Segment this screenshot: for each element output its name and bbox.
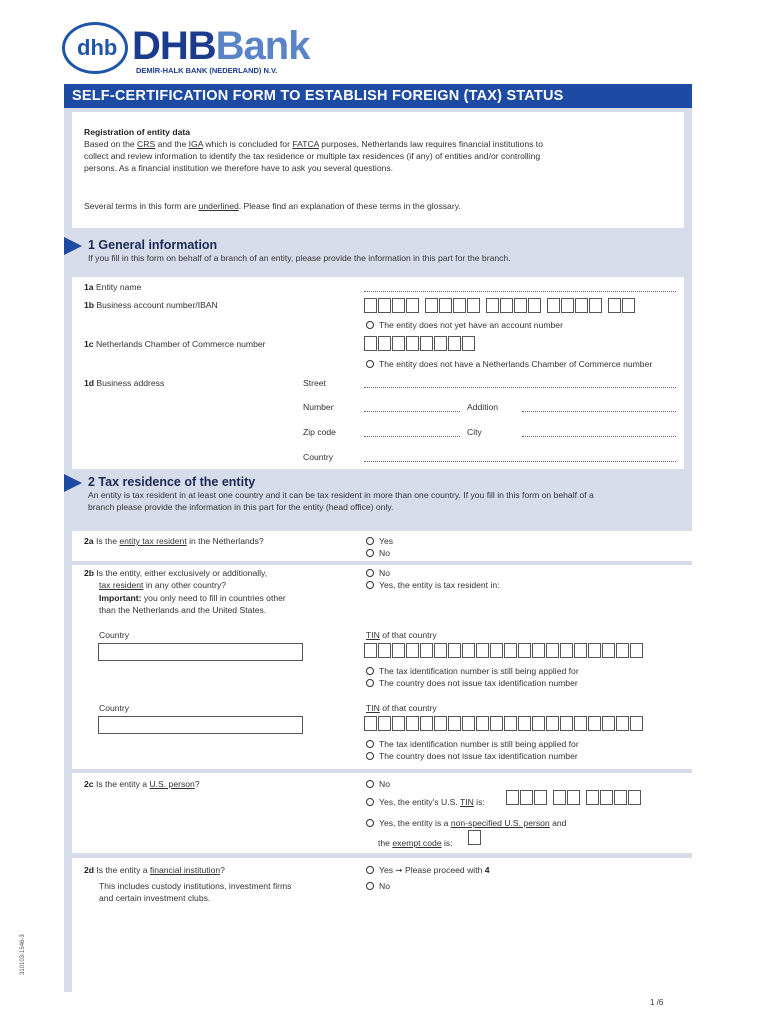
section1-title: 1 General information [88, 238, 218, 252]
country1-label: Country [99, 630, 130, 640]
q2a-no-option[interactable]: No [366, 548, 390, 560]
exempt-code-label: the exempt code is: [378, 838, 453, 848]
radio-icon [366, 667, 374, 675]
number-field[interactable] [364, 411, 460, 412]
city-field[interactable] [522, 436, 676, 437]
zip-field[interactable] [364, 436, 460, 437]
country2-input[interactable] [98, 716, 303, 734]
radio-icon [366, 537, 374, 545]
radio-icon [366, 798, 374, 806]
q2c-label: 2c Is the entity a U.S. person? [84, 779, 200, 789]
radio-icon [366, 549, 374, 557]
form-title: SELF-CERTIFICATION FORM TO ESTABLISH FOREIGN (TAX) STATUS [64, 84, 692, 108]
radio-icon [366, 882, 374, 890]
q2b-no-option[interactable]: No [366, 568, 390, 580]
number-label: Number [303, 402, 334, 412]
q2b-important-line2: than the Netherlands and the United States. [99, 605, 267, 615]
street-label: Street [303, 378, 326, 388]
tin2-not-issued-option[interactable]: The country does not issue tax identification number [366, 751, 578, 763]
addition-field[interactable] [522, 411, 676, 412]
q1b-label: 1b Business account number/IBAN [84, 300, 218, 310]
radio-icon [366, 780, 374, 788]
tin2-boxes[interactable] [364, 716, 644, 731]
logo-subtitle: DEMİR-HALK BANK (NEDERLAND) N.V. [136, 66, 278, 75]
section-arrow-icon [64, 237, 82, 255]
country2-label: Country [99, 703, 130, 713]
bank-logo-icon [62, 22, 128, 74]
tin1-boxes[interactable] [364, 643, 644, 658]
q1d-label: 1d Business address [84, 378, 165, 388]
logo-wordmark: DHBBank [132, 24, 310, 68]
section-arrow-icon [64, 474, 82, 492]
q2a-yes-option[interactable]: Yes [366, 536, 393, 548]
intro-line2: collect and review information to identify the tax residence or multiple tax residences (if any) of entities and/or controlling [84, 151, 541, 161]
us-tin-boxes[interactable] [506, 790, 642, 805]
section2-title: 2 Tax residence of the entity [88, 475, 256, 489]
q2d-label: 2d Is the entity a financial institution? [84, 865, 225, 875]
section1-subtitle: If you fill in this form on behalf of a branch of an entity, please provide the information in this part for the branch. [88, 253, 511, 263]
q1c-label: 1c Netherlands Chamber of Commerce number [84, 339, 266, 349]
radio-icon [366, 866, 374, 874]
tin2-label: TIN of that country [366, 703, 437, 713]
q2d-panel [72, 858, 692, 992]
entity-name-field[interactable] [364, 291, 676, 292]
radio-icon [366, 360, 374, 368]
radio-icon [366, 321, 374, 329]
q2b-important-line1: Important: you only need to fill in countries other [99, 593, 286, 603]
tin1-label: TIN of that country [366, 630, 437, 640]
q2c-us-tin-option[interactable]: Yes, the entity's U.S. TIN is: [366, 797, 485, 809]
country-field[interactable] [364, 461, 676, 462]
form-code: 310103-1546-3 [20, 934, 26, 975]
q2c-no-option[interactable]: No [366, 779, 390, 791]
crs-term: CRS [137, 139, 156, 149]
q2b-yes-option[interactable]: Yes, the entity is tax resident in: [366, 580, 500, 592]
radio-icon [366, 581, 374, 589]
tin1-not-issued-option[interactable]: The country does not issue tax identification number [366, 678, 578, 690]
logo-monogram: dhb [77, 35, 118, 60]
addition-label: Addition [467, 402, 499, 412]
radio-icon [366, 752, 374, 760]
q2d-note-line1: This includes custody institutions, investment firms [99, 881, 292, 891]
exempt-code-box[interactable] [468, 830, 481, 845]
coc-number-boxes[interactable] [364, 336, 476, 351]
country-label: Country [303, 452, 334, 462]
q2c-non-specified-option[interactable]: Yes, the entity is a non-specified U.S. person and [366, 818, 566, 830]
q2d-yes-option[interactable]: Yes ➞ Please proceed with 4 [366, 865, 490, 877]
q2a-label: 2a Is the entity tax resident in the Netherlands? [84, 536, 264, 546]
no-coc-option[interactable]: The entity does not have a Netherlands Chamber of Commerce number [366, 359, 652, 371]
no-account-option[interactable]: The entity does not yet have an account number [366, 320, 563, 332]
section2-subtitle-line1: An entity is tax resident in at least one country and it can be tax resident in more than one country. If you fill in this form on behalf of a [88, 490, 594, 500]
intro-glossary-note: Several terms in this form are underlined. Please find an explanation of these terms in the glossary. [84, 201, 461, 211]
radio-icon [366, 740, 374, 748]
radio-icon [366, 569, 374, 577]
country1-input[interactable] [98, 643, 303, 661]
radio-icon [366, 819, 374, 827]
page-number: 1 /6 [650, 998, 664, 1007]
intro-line3: persons. As a financial institution we therefore have to ask you several questions. [84, 163, 394, 173]
fatca-term: FATCA [292, 139, 319, 149]
tin1-applying-option[interactable]: The tax identification number is still being applied for [366, 666, 579, 678]
tin2-applying-option[interactable]: The tax identification number is still being applied for [366, 739, 579, 751]
city-label: City [467, 427, 482, 437]
iga-term: IGA [188, 139, 203, 149]
intro-heading: Registration of entity data [84, 127, 190, 137]
radio-icon [366, 679, 374, 687]
street-field[interactable] [364, 387, 676, 388]
q2b-label-line1: 2b Is the entity, either exclusively or additionally, [84, 568, 268, 578]
section2-subtitle-line2: branch please provide the information in this part for the entity (head office) only. [88, 502, 394, 512]
q2b-label-line2: tax resident in any other country? [99, 580, 227, 590]
zip-label: Zip code [303, 427, 336, 437]
q2d-no-option[interactable]: No [366, 881, 390, 893]
intro-line1: Based on the CRS and the IGA which is concluded for FATCA purposes, Netherlands law requires financial institutions to [84, 139, 543, 149]
q1a-label: 1a Entity name [84, 282, 142, 292]
iban-boxes[interactable] [364, 298, 636, 313]
q2d-note-line2: and certain investment clubs. [99, 893, 211, 903]
